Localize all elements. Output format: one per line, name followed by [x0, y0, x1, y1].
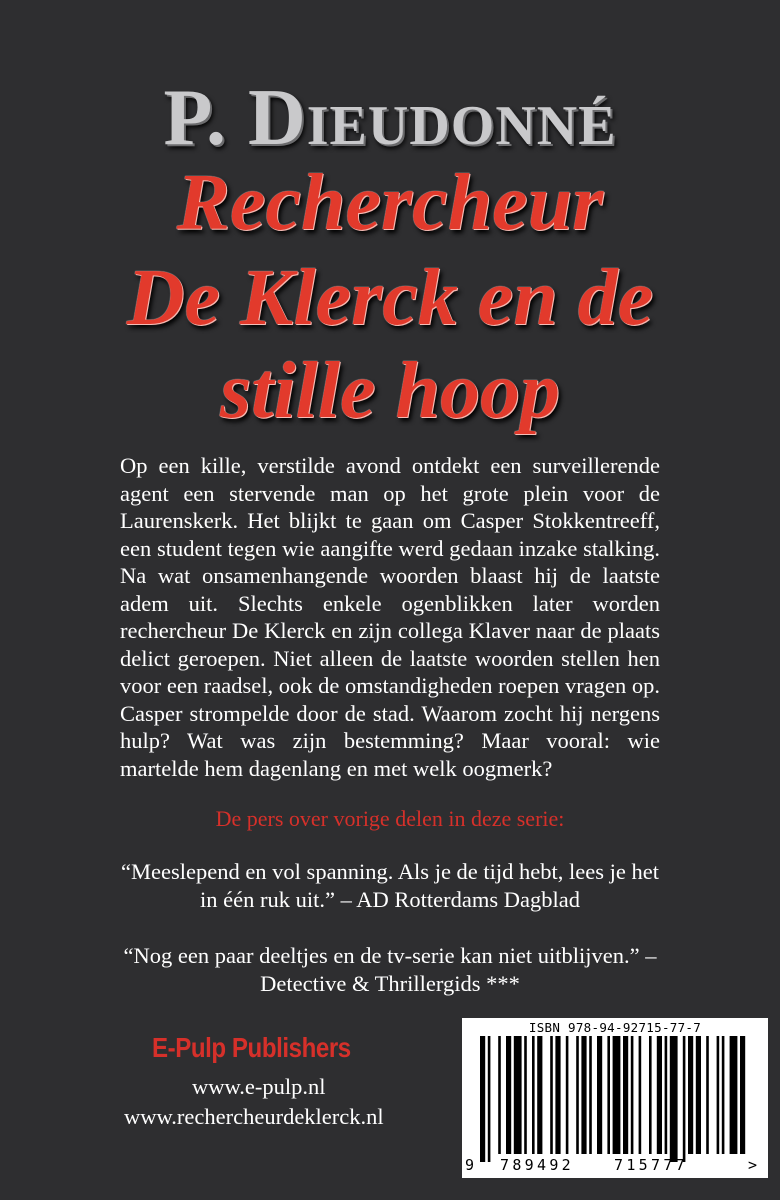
- barcode-bar: [576, 1036, 579, 1154]
- barcode: [462, 1018, 768, 1178]
- barcode-bar: [639, 1036, 642, 1154]
- press-quote-1: “Meeslepend en vol spanning. Als je de tijd hebt, lees je het in één ruk uit.” – AD Rotterdams Dagblad: [121, 859, 659, 912]
- publisher-url-1: www.e-pulp.nl: [192, 1074, 326, 1099]
- barcode-bar: [631, 1036, 634, 1154]
- barcode-bar: [566, 1036, 569, 1154]
- barcode-bar: [657, 1036, 662, 1154]
- barcode-bar: [480, 1036, 485, 1162]
- barcode-bar: [488, 1036, 491, 1162]
- barcode-bar: [555, 1036, 560, 1154]
- blurb-text: Op een kille, verstilde avond ontdekt een surveillerende agent een stervende man op het grote plein voor de Laurenskerk. Het blijkt te gaan om Casper Stokkentreeff, een student tegen wie aangifte werd gedaan inzake stalking. Na wat onsamenhangende woorden blaast hij de laatste adem uit. Slechts enkele ogenblikken later worden rechercheur De Klerck en zijn collega Klaver naar de plaats delict geroepen. Niet alleen de laatste woorden stellen hen voor een raadsel, ook de omstandigheden roepen vragen op. Casper strompelde door de stad. Waarom zocht hij nergens hulp? Wat was zijn bestemming? Maar vooral: wie martelde hem dagenlang en met welk oogmerk?: [120, 453, 660, 781]
- barcode-quiet-zone-mark: >: [748, 1156, 758, 1174]
- barcode-bar: [613, 1036, 621, 1154]
- press-heading: De pers over vorige delen in deze serie:: [215, 806, 565, 831]
- barcode-bar: [649, 1036, 652, 1154]
- barcode-bar: [670, 1036, 678, 1162]
- title-line-1: Rechercheur: [176, 159, 604, 247]
- barcode-bar: [722, 1036, 725, 1154]
- publisher-name: E-Pulp Publishers: [152, 1032, 351, 1063]
- barcode-bar: [717, 1036, 720, 1154]
- barcode-bar: [706, 1036, 709, 1154]
- barcode-bar: [623, 1036, 628, 1154]
- barcode-digits-right: 715777: [614, 1156, 688, 1174]
- barcode-bar: [581, 1036, 586, 1154]
- author-name: P. Dieudonné: [163, 74, 617, 162]
- barcode-bar: [514, 1036, 522, 1154]
- title-line-2: De Klerck en de: [126, 254, 654, 342]
- title-line-3: stille hoop: [219, 347, 561, 435]
- barcode-bar: [597, 1036, 602, 1154]
- barcode-bar: [537, 1036, 542, 1154]
- barcode-bar: [498, 1036, 501, 1154]
- barcode-bar: [665, 1036, 668, 1154]
- barcode-bar: [683, 1036, 686, 1162]
- barcode-bar: [696, 1036, 701, 1154]
- barcode-bar: [524, 1036, 527, 1154]
- barcode-bar: [607, 1036, 610, 1154]
- barcode-bar: [589, 1036, 592, 1154]
- barcode-bar: [730, 1036, 738, 1154]
- barcode-bar: [550, 1036, 553, 1154]
- press-quote-2: “Nog een paar deeltjes en de tv-serie kan niet uitblijven.” – Detective & Thrillergids ***: [123, 943, 657, 996]
- isbn-label: ISBN 978-94-92715-77-7: [528, 1020, 702, 1035]
- publisher-url-2: www.rechercheurdeklerck.nl: [124, 1104, 384, 1129]
- barcode-bar: [532, 1036, 535, 1154]
- barcode-bar: [740, 1036, 745, 1154]
- barcode-bar: [506, 1036, 511, 1154]
- barcode-digit-first: 9: [465, 1156, 475, 1174]
- barcode-bars: [462, 1018, 768, 1178]
- barcode-bar: [688, 1036, 693, 1154]
- barcode-digits-left: 789492: [500, 1156, 574, 1174]
